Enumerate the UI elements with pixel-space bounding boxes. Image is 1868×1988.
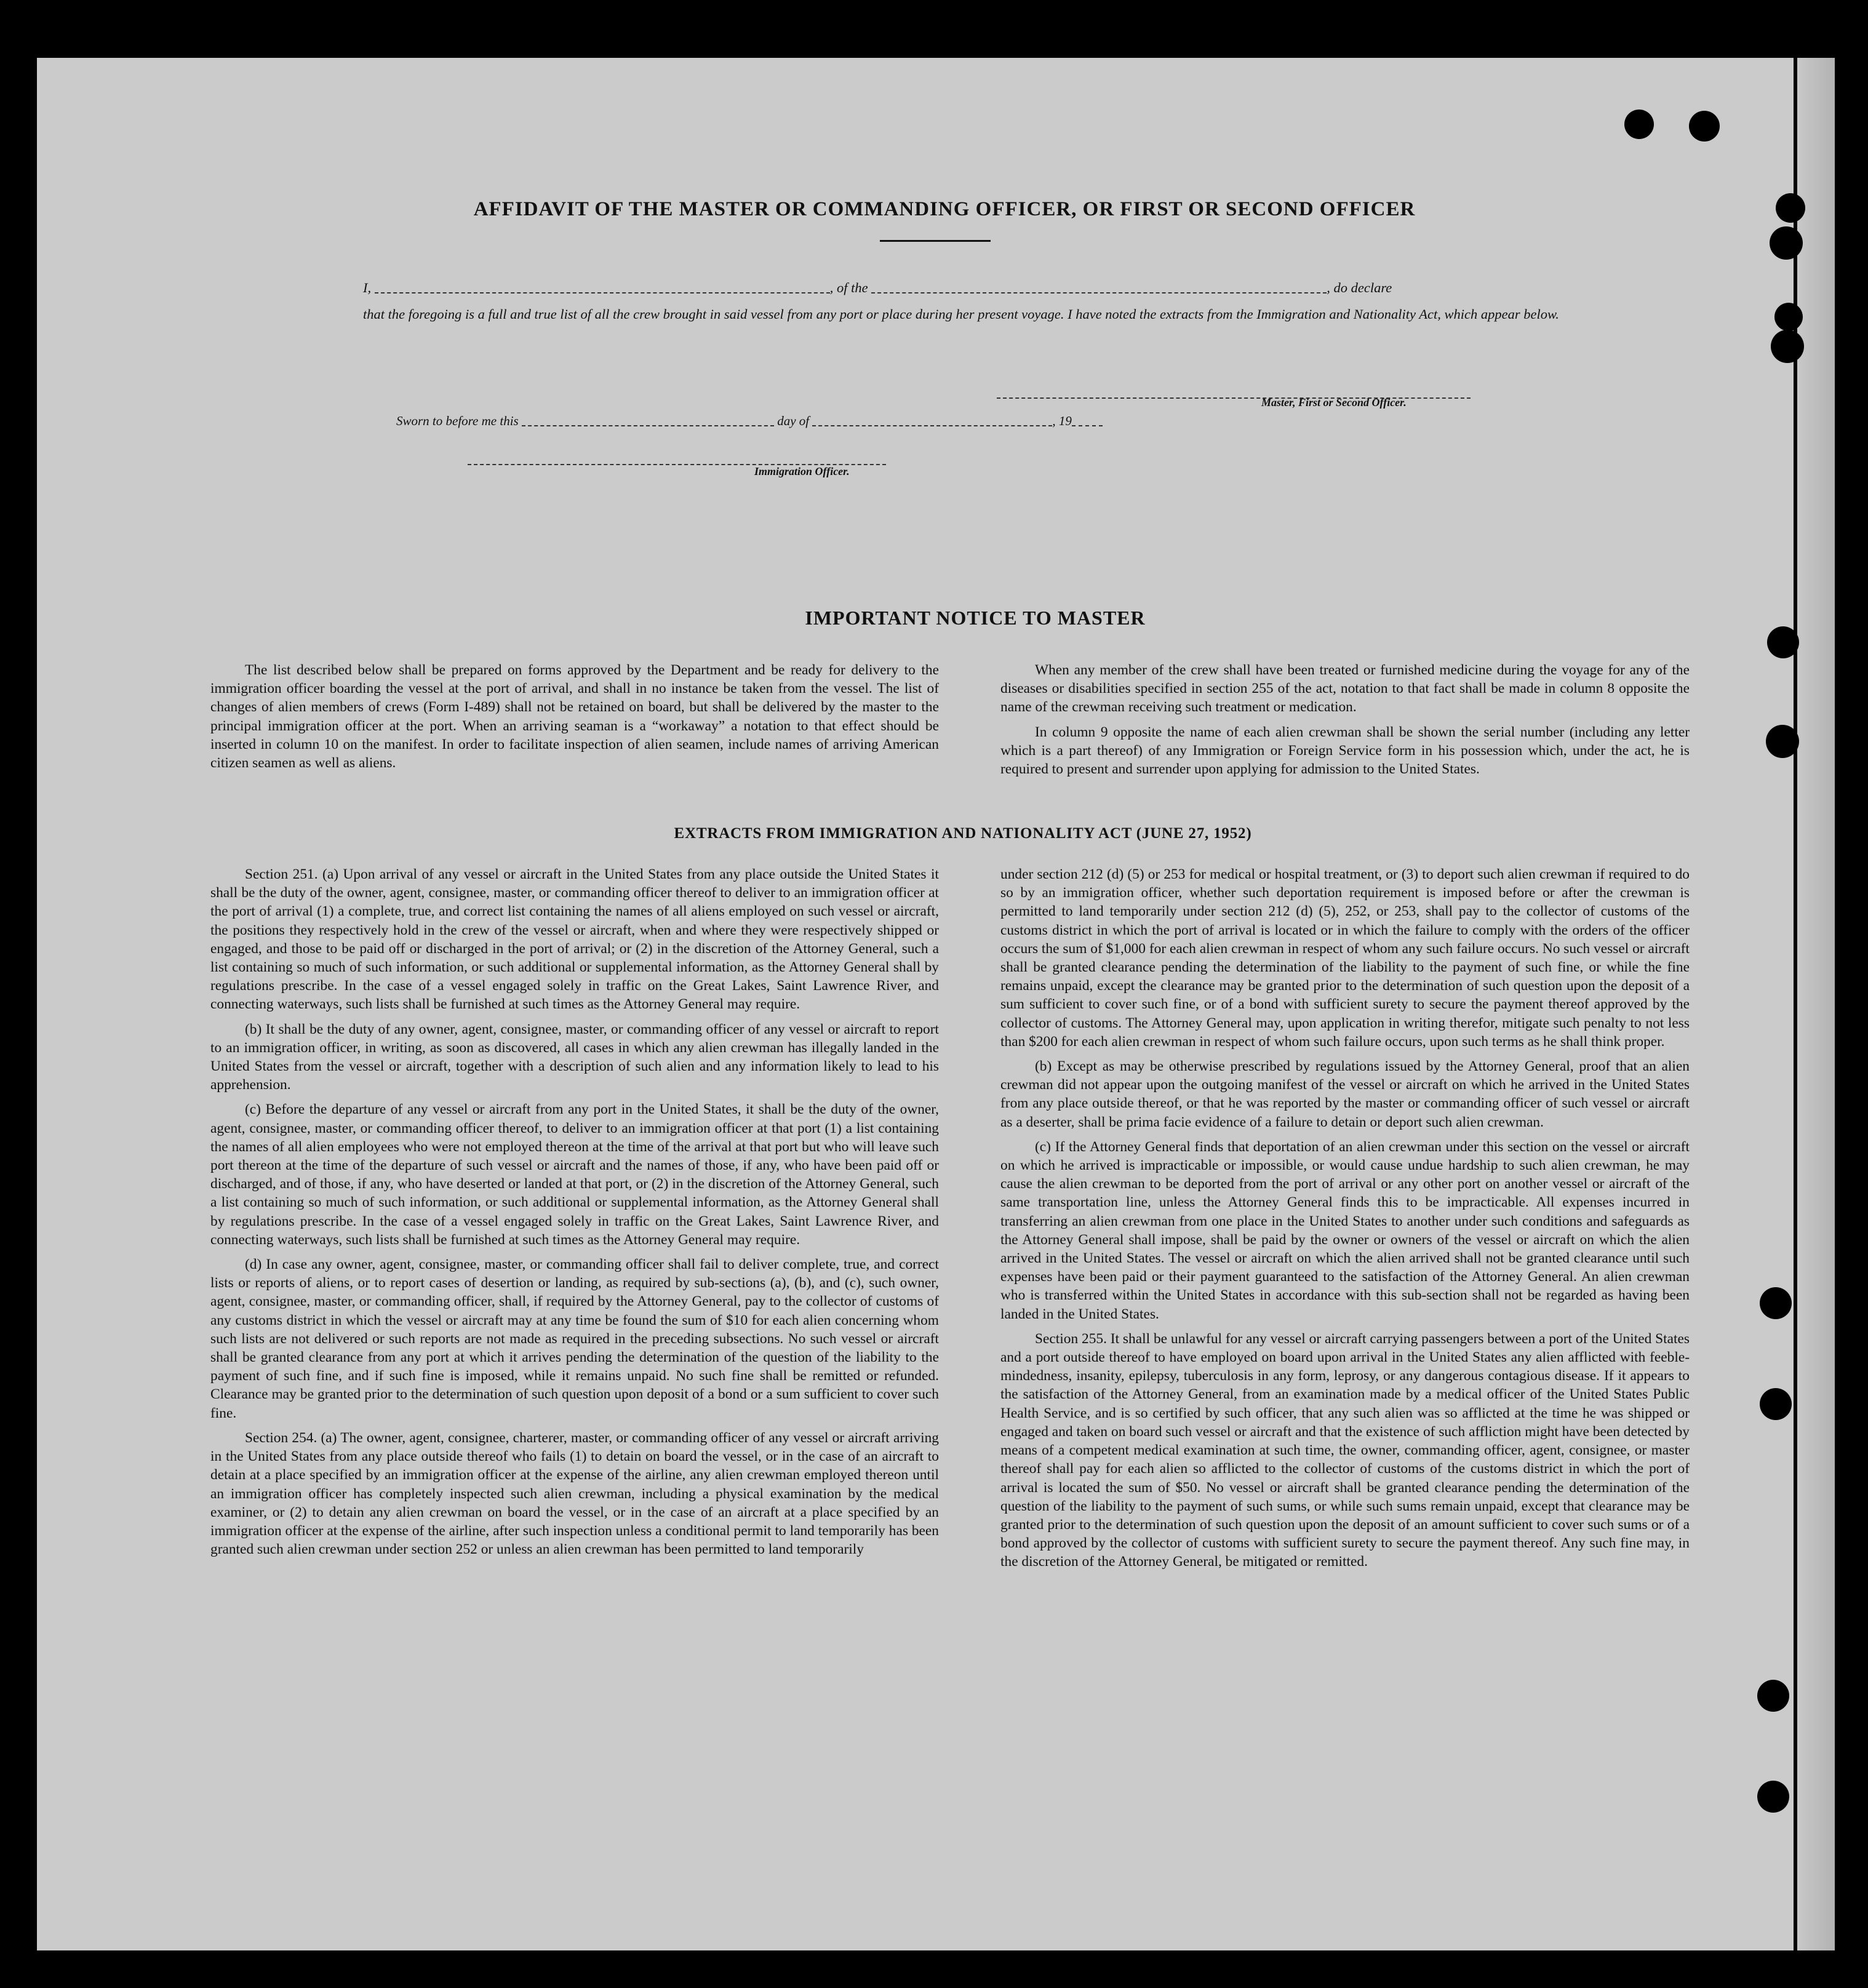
- extracts-left-column: [210, 865, 939, 1565]
- sworn-year-blank[interactable]: [1072, 418, 1103, 426]
- notice-title: IMPORTANT NOTICE TO MASTER: [805, 607, 1146, 629]
- immigration-officer-blank[interactable]: [468, 457, 886, 465]
- extract-section-251b: (b) It shall be the duty of any owner, agent, consignee, master, or commanding officer of any vessel or aircraft to report to an immigration officer, in writing, as soon as discovered, all cases in which any alien crewman has illegally landed in the United States from the vessel or aircraft, together with a description of such alien and any information likely to lead to his apprehension.: [210, 1021, 939, 1093]
- notice-paragraph: In column 9 opposite the name of each alien crewman shall be shown the serial number (including any letter which is a part thereof) of any Immigration or Foreign Service form in his possession which, under the act, he is required to present and surrender upon applying for admission to the United States.: [1000, 724, 1690, 778]
- punch-hole: [1766, 725, 1799, 758]
- extracts-title: EXTRACTS FROM IMMIGRATION AND NATIONALITY ACT (JUNE 27, 1952): [674, 825, 1252, 842]
- affidavit-statement: that the foregoing is a full and true list of all the crew brought in said vessel from any port or place during her present voyage. I have noted the extracts from the Immigration and Nationality Act, which appear below.: [363, 306, 1559, 322]
- immigration-officer-label: Immigration Officer.: [754, 465, 850, 477]
- punch-hole: [1624, 110, 1654, 139]
- sworn-month-blank[interactable]: [812, 418, 1052, 426]
- sworn-day-blank[interactable]: [522, 418, 774, 426]
- extract-section-254b: (b) Except as may be otherwise prescribed by regulations issued by the Attorney General, proof that an alien crewman did not appear upon the outgoing manifest of the vessel or aircraft on which he arrived in the United States from any place outside thereof, or that he was reported by the master or commanding officer of such vessel or aircraft as a deserter, shall be prima facie evidence of a failure to detain or deport such alien crewman.: [1000, 1058, 1690, 1130]
- notice-left-column: [210, 661, 939, 778]
- master-signature-label: Master, First or Second Officer.: [1261, 396, 1407, 409]
- extract-section-254c: (c) If the Attorney General finds that deportation of an alien crewman under this section on the vessel or aircraft on which he arrived is impracticable or impossible, or would cause undue hardship to such alien crewman, he may cause the alien crewman to be deported from the port of arrival or any other port on another vessel or aircraft of the same transportation line, unless the Attorney General finds this to be impracticable. All expenses incurred in transferring an alien crewman from one place in the United States to another under such conditions and safeguards as the Attorney General shall impose, shall be paid by the owner or owners of the vessel or aircraft on which the alien arrived in the United States. The vessel or aircraft on which the alien arrived shall not be granted clearance until such expenses have been paid or their payment guaranteed to the satisfaction of the Attorney General. An alien crewman who is transferred within the United States in accordance with this sub-section shall not be regarded as having been landed in the United States.: [1000, 1138, 1690, 1322]
- affidavit-title: AFFIDAVIT OF THE MASTER OR COMMANDING OFFICER, OR FIRST OR SECOND OFFICER: [473, 198, 1416, 220]
- year-label: , 19: [1052, 413, 1072, 428]
- affidavit-line-1: [363, 274, 1569, 301]
- extract-section-251c: (c) Before the departure of any vessel or aircraft from any port in the United States, it shall be the duty of the owner, agent, consignee, master, or commanding officer thereof, to deliver to an immigration officer at that port (1) a list containing the names of all alien employees who were not employed thereon at the time of the arrival at that port but who will leave such port thereon at the time of the departure of such vessel or aircraft and the names of those, if any, who have been paid off or discharged, and of those, if any, who have deserted or landed at that port, or (2) in the discretion of the Attorney General, such a list containing so much of such information, or such additional or supplemental information, as the Attorney General shall by regulations prescribe. In the case of a vessel engaged solely in traffic on the Great Lakes, Saint Lawrence River, and connecting waterways, such lists shall be furnished at such times as the Attorney General may require.: [210, 1101, 939, 1248]
- punch-hole: [1760, 1388, 1792, 1420]
- notice-right-column: [1000, 661, 1690, 784]
- vessel-blank[interactable]: [871, 285, 1327, 293]
- extract-section-251a: Section 251. (a) Upon arrival of any vessel or aircraft in the United States from any place outside the United States it shall be the duty of the owner, agent, consignee, master, or commanding officer thereof to deliver to an immigration officer at the port of arrival (1) a complete, true, and correct list containing the names of all aliens employed on such vessel or aircraft, the positions they respectively hold in the crew of the vessel or aircraft, when and where they were respectively shipped or engaged, and those to be paid off or discharged in the port of arrival; or (2) in the discretion of the Attorney General, such a list containing so much of such information, or such additional or supplemental information, as the Attorney General shall by regulations prescribe. In the case of a vessel engaged solely in traffic on the Great Lakes, Saint Lawrence River, and connecting waterways, such lists shall be furnished at such times as the Attorney General may require.: [210, 866, 939, 1013]
- of-the-label: , of the: [829, 280, 868, 295]
- punch-hole: [1757, 1680, 1789, 1712]
- punch-hole: [1767, 626, 1799, 658]
- extract-section-255: Section 255. It shall be unlawful for any vessel or aircraft carrying passengers between a port of the United States and a port outside thereof to have employed on board upon arrival in the United States any alien afflicted with feeble-mindedness, insanity, epilepsy, tuberculosis in any form, leprosy, or any dangerous contagious disease. If it appears to the satisfaction of the Attorney General, from an examination made by a medical officer of the United States Public Health Service, and is so certified by such officer, that any such alien was so afflicted at the time he was shipped or engaged and taken on board such vessel or aircraft and that the existence of such affliction might have been detected by means of a competent medical examination at such time, the owner, commanding officer, agent, consignee, or master thereof shall pay for each alien so afflicted to the collector of customs of the customs district in which the port of arrival is located the sum of $50. No vessel or aircraft shall be granted clearance pending the determination of the question of the liability to the payment of such sums, or while such sums remain unpaid, except that clearance may be granted prior to the determination of such question upon the deposit of an amount sufficient to cover such sums or of a bond approved by the collector of customs with sufficient surety to secure the payment thereof. Any such fine may, in the discretion of the Attorney General, be mitigated or remitted.: [1000, 1330, 1690, 1570]
- extracts-right-column: [1000, 865, 1690, 1578]
- do-declare-label: , do declare: [1327, 280, 1392, 295]
- punch-hole: [1689, 111, 1720, 142]
- punch-hole: [1774, 303, 1803, 331]
- title-underline: [880, 240, 991, 242]
- punch-hole: [1771, 330, 1804, 363]
- affidavit-declaration: [363, 274, 1569, 327]
- punch-hole: [1776, 193, 1805, 223]
- notice-paragraph: The list described below shall be prepared on forms approved by the Department and be ready for delivery to the immigration officer boarding the vessel at the port of arrival, and shall in no instance be taken from the vessel. The list of changes of alien members of crews (Form I-489) shall not be retained on board, but shall be delivered by the master to the principal immigration officer at the port. When an arriving seaman is a “workaway” a notation to that effect should be inserted in column 10 on the manifest. In order to facilitate inspection of alien seamen, include names of arriving American citizen seamen as well as aliens.: [210, 662, 939, 772]
- sworn-line: [396, 413, 1103, 429]
- punch-hole: [1757, 1781, 1789, 1813]
- name-blank[interactable]: [375, 285, 830, 293]
- extract-section-254a: Section 254. (a) The owner, agent, consignee, charterer, master, or commanding officer of any vessel or aircraft arriving in the United States from any place outside thereof who fails (1) to detain on board the vessel, or in the case of an aircraft to detain at a place specified by an immigration officer at the expense of the airline, any alien crewman employed thereon until an immigration officer has completely inspected such alien crewman, including a physical examination by the medical examiner, or (2) to detain any alien crewman on board the vessel, or in the case of an aircraft at a place specified by an immigration officer at the expense of the airline, after such inspection unless a conditional permit to land temporarily has been granted such alien crewman under section 252 or unless an alien crewman has been permitted to land temporarily: [210, 1429, 939, 1558]
- punch-hole: [1760, 1287, 1792, 1319]
- extract-section-251d: (d) In case any owner, agent, consignee, master, or commanding officer shall fail to deliver complete, true, and correct lists or reports of aliens, or to report cases of desertion or landing, as required by sub-sections (a), (b), and (c), such owner, agent, consignee, master, or commanding officer, shall, if required by the Attorney General, pay to the collector of customs of any customs district in which the vessel or aircraft may at any time be found the sum of $10 for each alien concerning whom such lists are not delivered or such reports are not made as required in the preceding subsections. No such vessel or aircraft shall be granted clearance from any port at which it arrives pending the determination of the question of the liability to the payment of such fine, and if such fine is imposed, while it remains unpaid. No such fine shall be remitted or refunded. Clearance may be granted prior to the determination of such question upon deposit of a bond or a sum sufficient to cover such fine.: [210, 1256, 939, 1421]
- punch-hole: [1770, 226, 1803, 260]
- sworn-label: Sworn to before me this: [396, 413, 519, 428]
- i-label: I,: [363, 280, 372, 295]
- day-of-label: day of: [777, 413, 810, 428]
- extract-section-254a-cont: under section 212 (d) (5) or 253 for medical or hospital treatment, or (3) to deport such alien crewman if required to do so by an immigration officer, whether such deportation requirement is imposed before or after the crewman is permitted to land temporarily under section 212 (d) (5), 252, or 253, shall pay to the collector of customs of the customs district in which the port of arrival is located or in which the failure to comply with the orders of the officer occurs the sum of $1,000 for each alien crewman in respect of whom any such failure occurs. No such vessel or aircraft shall be granted clearance pending the determination of the liability to the payment of such fine, or while the fine remains unpaid, except the clearance may be granted prior to the determination of such question upon the deposit of a sum sufficient to cover such fine, or of a bond with sufficient surety to secure the payment thereof approved by the collector of customs. The Attorney General may, upon application in writing therefor, mitigate such penalty to not less than $200 for each alien crewman in respect of whom such failure occurs, upon such terms as he shall think proper.: [1000, 866, 1690, 1050]
- scanned-document-page: [37, 58, 1835, 1950]
- notice-paragraph: When any member of the crew shall have been treated or furnished medicine during the voyage for any of the diseases or disabilities specified in section 255 of the act, notation to that fact shall be made in column 8 opposite the name of the crewman receiving such treatment or medication.: [1000, 662, 1690, 716]
